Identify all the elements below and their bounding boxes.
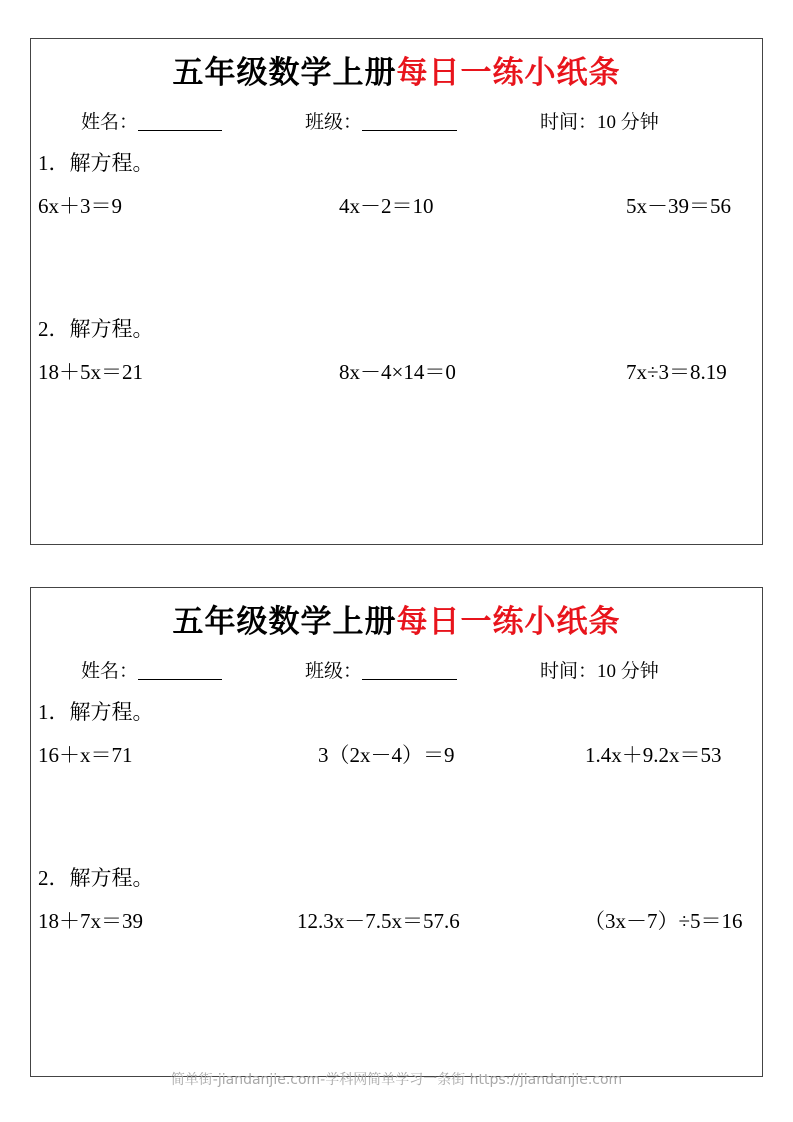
section-heading: 2．解方程。 [38, 317, 154, 341]
section-heading: 2．解方程。 [38, 866, 154, 890]
equation: 3（2x－4）＝9 [318, 743, 455, 767]
class-label: 班级： [305, 112, 363, 133]
equation: 18＋7x＝39 [38, 909, 143, 933]
name-label: 姓名： [81, 661, 139, 682]
equation: 18＋5x＝21 [38, 360, 143, 384]
equation: 4x－2＝10 [339, 194, 434, 218]
name-label: 姓名： [81, 112, 139, 133]
worksheet-card-2 [30, 587, 763, 1077]
worksheet-title [31, 596, 762, 641]
name-field [81, 107, 222, 134]
equation: 12.3x－7.5x＝57.6 [297, 909, 460, 933]
class-label: 班级： [305, 661, 363, 682]
title-black-part: 五年级数学上册 [172, 604, 397, 640]
worksheet-card-1 [30, 38, 763, 545]
section-heading: 1．解方程。 [38, 700, 154, 724]
equation: 5x－39＝56 [626, 194, 731, 218]
name-field [81, 656, 222, 683]
equation: 1.4x＋9.2x＝53 [585, 743, 722, 767]
equation: 8x－4×14＝0 [339, 360, 456, 384]
watermark-footer: 简单街-jiandanjie.com-学科网简单学习一条街 https://jiandanjie.com [170, 1072, 623, 1088]
time-label: 时间：10 分钟 [540, 112, 659, 133]
worksheet-title [31, 47, 762, 92]
class-blank-line[interactable] [362, 112, 457, 131]
equation: 7x÷3＝8.19 [626, 360, 727, 384]
time-label: 时间：10 分钟 [540, 661, 659, 682]
name-blank-line[interactable] [138, 112, 222, 131]
title-red-part: 每日一练小纸条 [396, 604, 621, 640]
class-blank-line[interactable] [362, 661, 457, 680]
name-blank-line[interactable] [138, 661, 222, 680]
class-field [305, 107, 457, 134]
equation: 6x＋3＝9 [38, 194, 122, 218]
equation: 16＋x＝71 [38, 743, 133, 767]
title-black-part: 五年级数学上册 [172, 55, 397, 91]
section-heading: 1．解方程。 [38, 151, 154, 175]
title-red-part: 每日一练小纸条 [396, 55, 621, 91]
equation: （3x－7）÷5＝16 [584, 909, 743, 933]
class-field [305, 656, 457, 683]
